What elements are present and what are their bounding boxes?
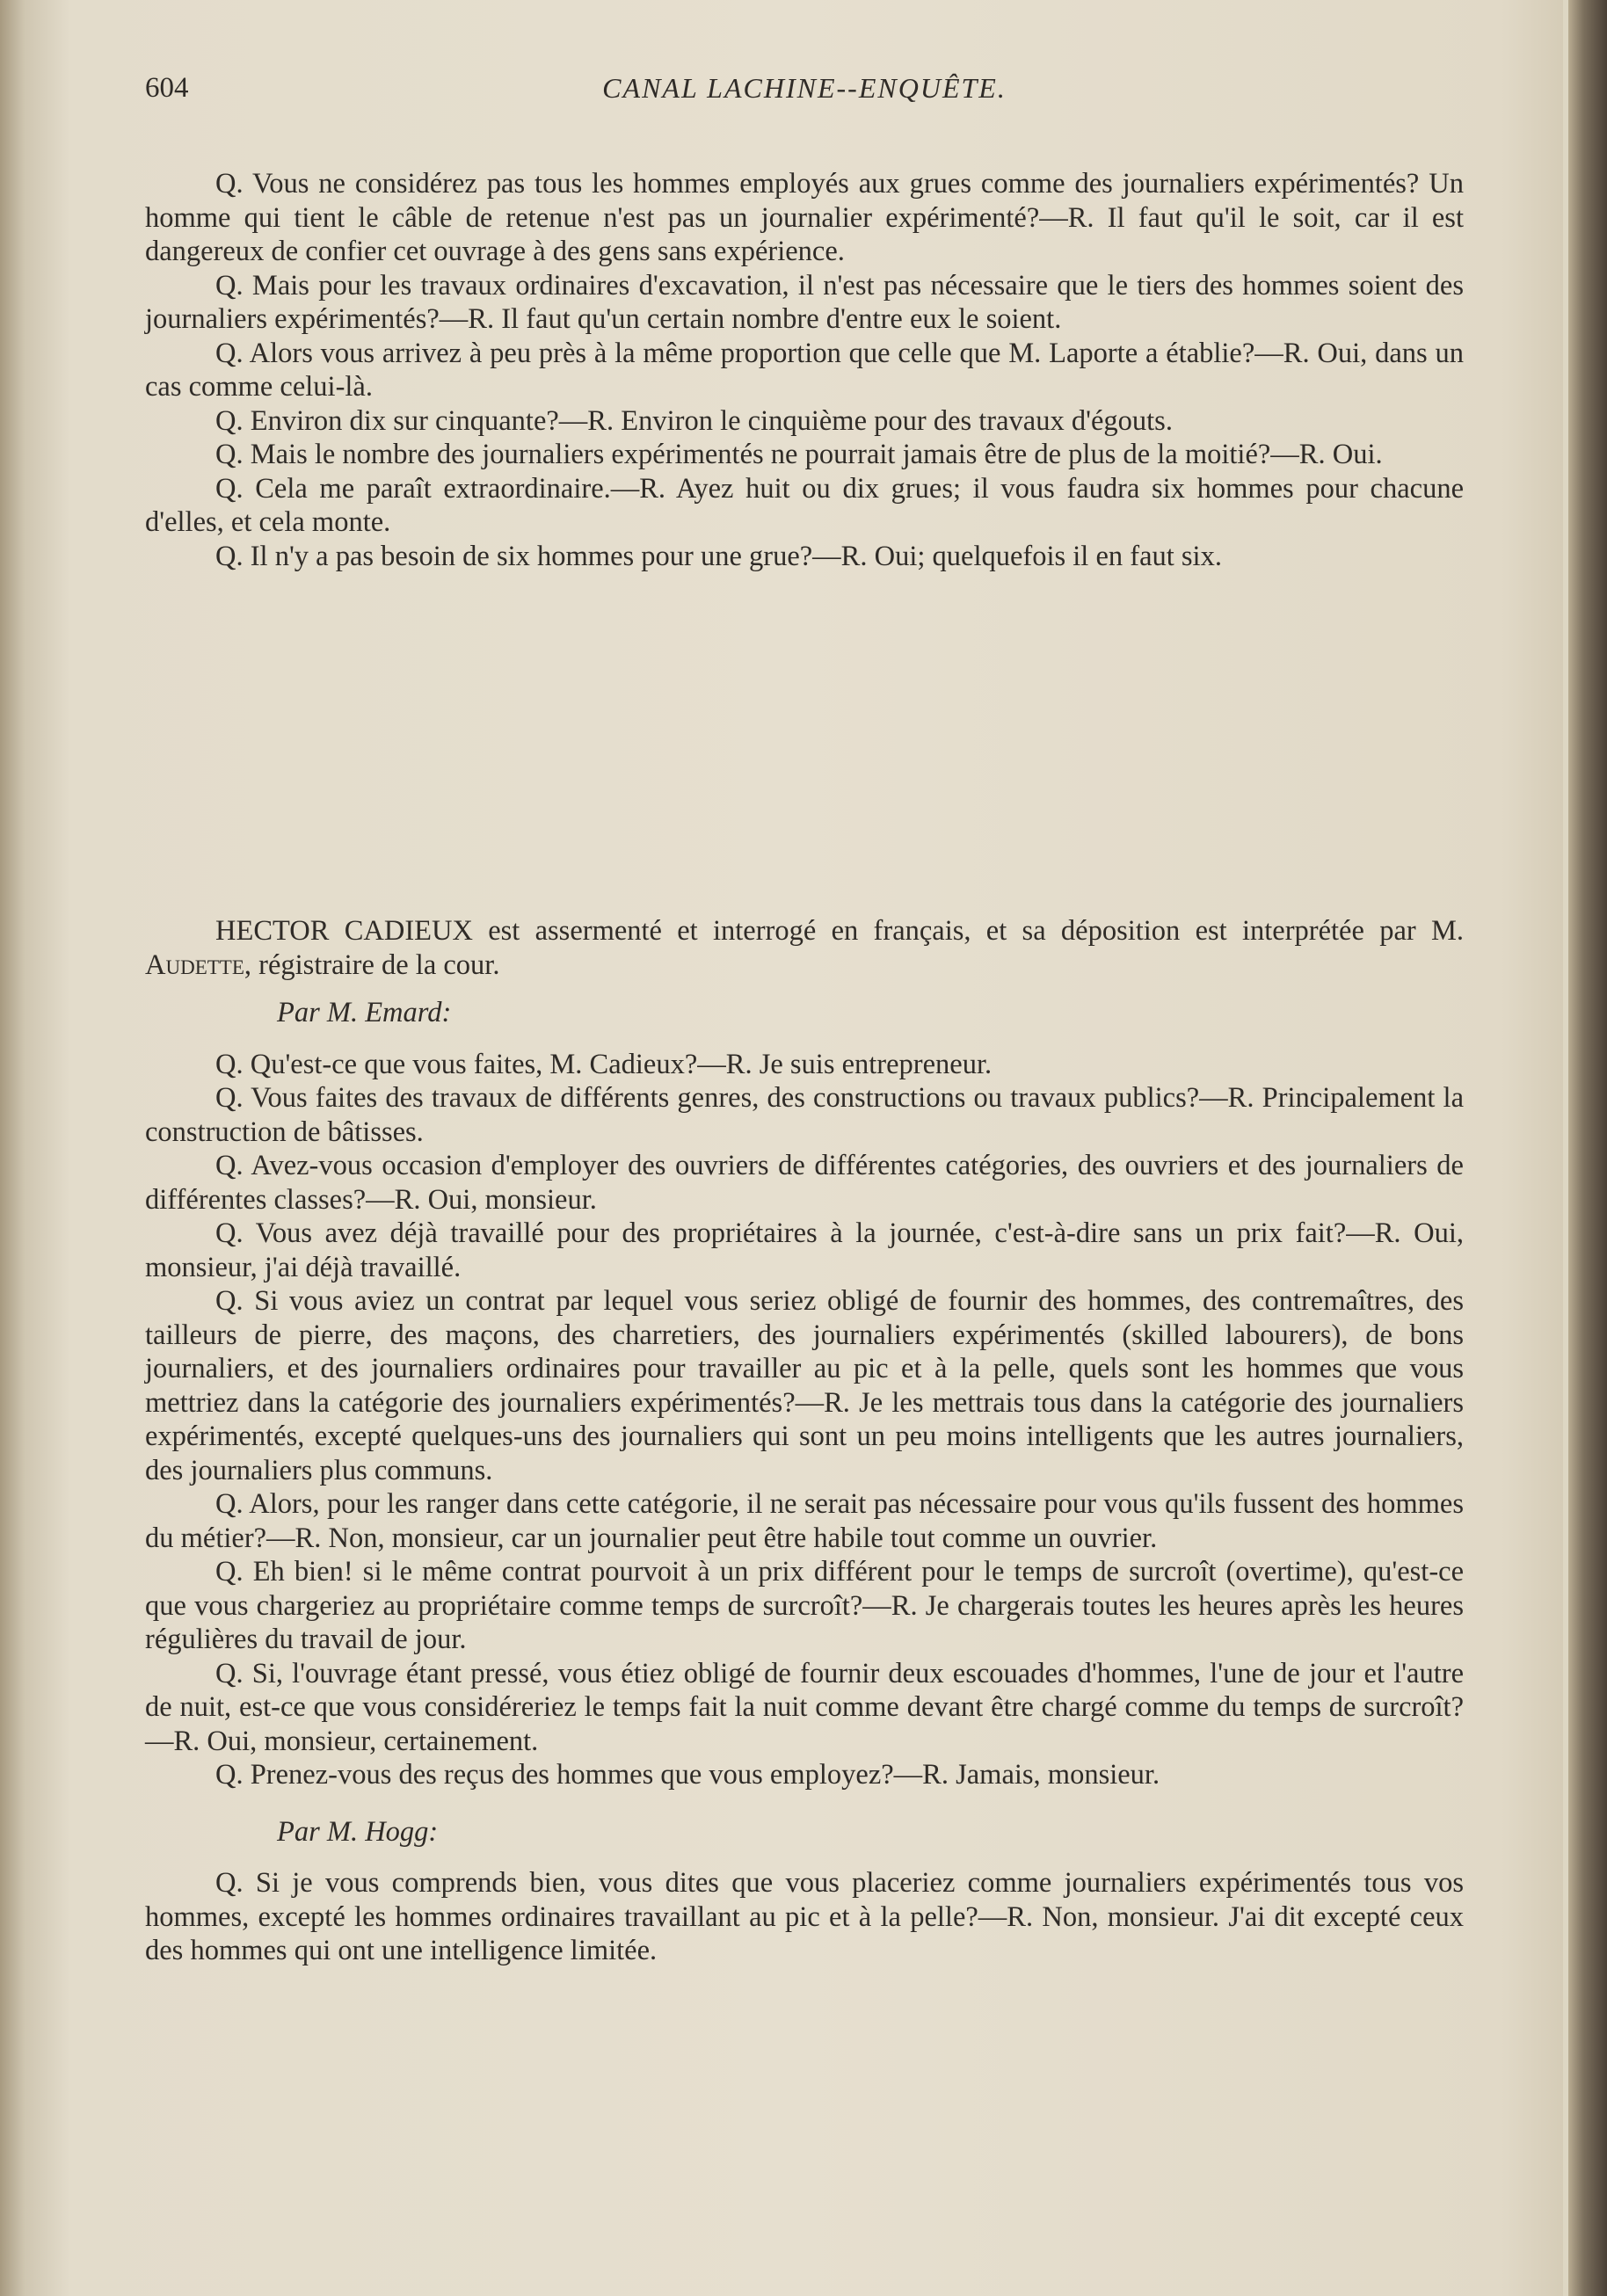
qa-paragraph: Q. Cela me paraît extraordinaire.—R. Ayez huit ou dix grues; il vous faudra six hommes pour chacune d'elles, et cela monte. [145, 472, 1464, 538]
scan-edge [1568, 0, 1607, 2296]
witness-intro-text: HECTOR CADIEUX est assermenté et interrogé en français, et sa déposition est interprétée par M. [215, 915, 1464, 947]
qa-paragraph: Q. Mais le nombre des journaliers expérimentés ne pourrait jamais être de plus de la moitié?—R. Oui. [215, 439, 1383, 470]
qa-paragraph: Q. Mais pour les travaux ordinaires d'excavation, il n'est pas nécessaire que le tiers des hommes soient des journaliers expérimentés?—R. Il faut qu'un certain nombre d'entre eux le soient. [145, 269, 1464, 335]
running-head: CANAL LACHINE--ENQUÊTE. [602, 72, 1007, 104]
qa-paragraph: Q. Si, l'ouvrage étant pressé, vous étiez obligé de fournir deux escouades d'hommes, l'une de jour et l'autre de nuit, est-ce que vous considéreriez le temps fait la nuit comme devant être chargé comme du temps de surcroît?—R. Oui, monsieur, certainement. [145, 1657, 1464, 1757]
testimony-section-1 [145, 167, 1464, 573]
speaker-heading-hogg: Par M. Hogg: [277, 1815, 439, 1848]
qa-paragraph: Q. Avez-vous occasion d'employer des ouvriers de différentes catégories, des ouvriers et des journaliers de différentes classes?—R. Oui, monsieur. [145, 1150, 1464, 1216]
witness-intro-end: , régistraire de la cour. [244, 948, 500, 981]
qa-paragraph: Q. Environ dix sur cinquante?—R. Environ le cinquième pour des travaux d'égouts. [215, 404, 1173, 437]
qa-paragraph: Q. Qu'est-ce que vous faites, M. Cadieux?—R. Je suis entrepreneur. [215, 1048, 993, 1080]
testimony-section-2 [145, 914, 1464, 1968]
qa-paragraph: Q. Si je vous comprends bien, vous dites que vous placeriez comme journaliers expérimentés tous vos hommes, excepté les hommes ordinaires travaillant au pic et à la pelle?—R. Non, monsieur. J'ai dit excepté ceux des hommes qui ont une intelligence limitée. [145, 1867, 1464, 1966]
qa-paragraph: Q. Vous faites des travaux de différents genres, des constructions ou travaux publics?—R. Principalement la construction de bâtisses. [145, 1082, 1464, 1148]
qa-paragraph: Q. Prenez-vous des reçus des hommes que vous employez?—R. Jamais, monsieur. [215, 1759, 1160, 1791]
page-header [145, 72, 1464, 116]
qa-paragraph: Q. Vous ne considérez pas tous les hommes employés aux grues comme des journaliers expérimentés? Un homme qui tient le câble de retenue n'est pas un journalier expérimenté?—R. Il faut qu'il le soit, car il est dangereux de confier cet ouvrage à des gens sans expérience. [145, 168, 1464, 267]
interpreter-name: Audette [145, 948, 244, 981]
qa-paragraph: Q. Il n'y a pas besoin de six hommes pour une grue?—R. Oui; quelquefois il en faut six. [215, 540, 1222, 572]
page-gutter [0, 0, 25, 2296]
qa-paragraph: Q. Alors, pour les ranger dans cette catégorie, il ne serait pas nécessaire pour vous qu'ils fussent des hommes du métier?—R. Non, monsieur, car un journalier peut être habile tout comme un ouvrier. [145, 1488, 1464, 1554]
qa-paragraph: Q. Si vous aviez un contrat par lequel vous seriez obligé de fournir des hommes, des contremaîtres, des tailleurs de pierre, des maçons, des charretiers, des journaliers expérimentés (skilled labourers), de bons journaliers, et des journaliers ordinaires pour travailler au pic et à la pelle, quels sont les hommes que vous mettriez dans la catégorie des journaliers expérimentés?—R. Je les mettrais tous dans la catégorie des journaliers expérimentés, excepté quelques-uns des journaliers qui sont un peu moins intelligents que les autres journaliers, des journaliers plus communs. [145, 1285, 1464, 1486]
speaker-heading-emard: Par M. Emard: [277, 997, 452, 1028]
page-number: 604 [145, 72, 189, 104]
qa-paragraph: Q. Eh bien! si le même contrat pourvoit à un prix différent pour le temps de surcroît (overtime), qu'est-ce que vous chargeriez au propriétaire comme temps de surcroît?—R. Je chargerais toutes les heures après les heures régulières du travail de jour. [145, 1556, 1464, 1655]
qa-paragraph: Q. Alors vous arrivez à peu près à la même proportion que celle que M. Laporte a établie?—R. Oui, dans un cas comme celui-là. [145, 337, 1464, 403]
witness-intro [145, 914, 1464, 982]
qa-paragraph: Q. Vous avez déjà travaillé pour des propriétaires à la journée, c'est-à-dire sans un prix fait?—R. Oui, monsieur, j'ai déjà travaillé. [145, 1217, 1464, 1283]
